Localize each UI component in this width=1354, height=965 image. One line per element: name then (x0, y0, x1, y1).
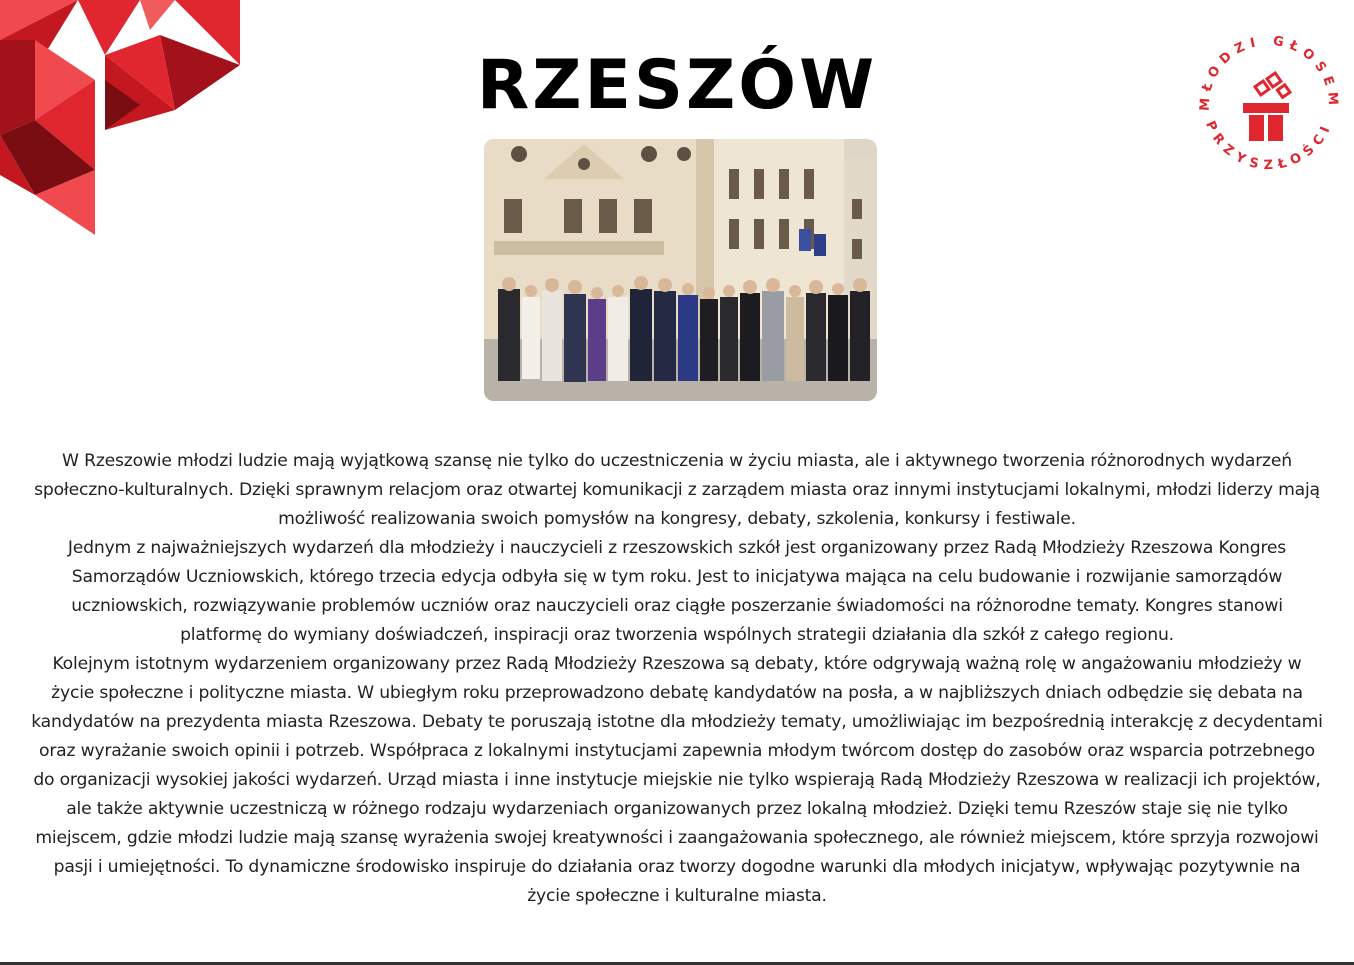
article-paragraph: Jednym z najważniejszych wydarzeń dla młodzieży i nauczycieli z rzeszowskich szkół jest organizowany przez Radą Młodzieży Rzeszowa Kongres Samorządów Uczniowskich, którego trzecia edycja odbyła się w tym roku. Jest to inicjatywa mająca na celu budowanie i rozwijanie samorządów uczniowskich, rozwiązywanie problemów uczniów oraz nauczycieli oraz ciągłe poszerzanie świadomości na różnorodne tematy. Kongres stanowi platformę do wymiany doświadczeń, inspiracji oraz tworzenia wspólnych strategii działania dla szkół z całego regionu. (67, 538, 1287, 645)
article-paragraph: W Rzeszowie młodzi ludzie mają wyjątkową szansę nie tylko do uczestniczenia w życiu miasta, ale i aktywnego tworzenia różnorodnych wydarzeń społeczno-kulturalnych. Dzięki sprawnym relacjom oraz otwartej komunikacji z zarządem miasta oraz innymi instytucjami lokalnymi, młodzi liderzy mają możliwość realizowania swoich pomysłów na kongresy, debaty, szkolenia, konkursy i festiwale. (34, 451, 1320, 529)
article-body (30, 447, 1324, 911)
ballot-box-icon (1255, 73, 1290, 97)
svg-text:MŁODZI GŁOSEM: MŁODZI GŁOSEM (1197, 33, 1341, 112)
group-photo-city-hall (484, 139, 877, 401)
mlodzi-glosem-przyszlosci-logo (1193, 25, 1345, 177)
svg-text:PRZYSZŁOŚCI: PRZYSZŁOŚCI (1202, 118, 1336, 174)
page-title: RZESZÓW (476, 46, 878, 125)
article-paragraph: Kolejnym istotnym wydarzeniem organizowany przez Radą Młodzieży Rzeszowa są debaty, które odgrywają ważną rolę w angażowaniu młodzieży w życie społeczne i polityczne miasta. W ubiegłym roku przeprowadzono debatę kandydatów na posła, a w najbliższych dniach odbędzie się debata na kandydatów na prezydenta miasta Rzeszowa. Debaty te poruszają istotne dla młodzieży tematy, umożliwiając im bezpośrednią interakcję z decydentami oraz wyrażanie swoich opinii i potrzeb. Współpraca z lokalnymi instytucjami zapewnia młodym twórcom dostęp do zasobów oraz wsparcia potrzebnego do organizacji wysokiej jakości wydarzeń. Urząd miasta i inne instytucje miejskie nie tylko wspierają Radą Młodzieży Rzeszowa w realizacji ich projektów, ale także aktywnie uczestniczą w różnego rodzaju wydarzeniach organizowanych przez lokalną młodzież. Dzięki temu Rzeszów staje się nie tylko miejscem, gdzie młodzi ludzie mają szansę wyrażenia swojej kreatywności i zaangażowania społecznego, ale również miejscem, które sprzyja rozwojowi pasji i umiejętności. To dynamiczne środowisko inspiruje do działania oraz tworzy dogodne warunki dla młodych inicjatyw, wpływając pozytywnie na życie społeczne i kulturalne miasta. (31, 654, 1323, 906)
